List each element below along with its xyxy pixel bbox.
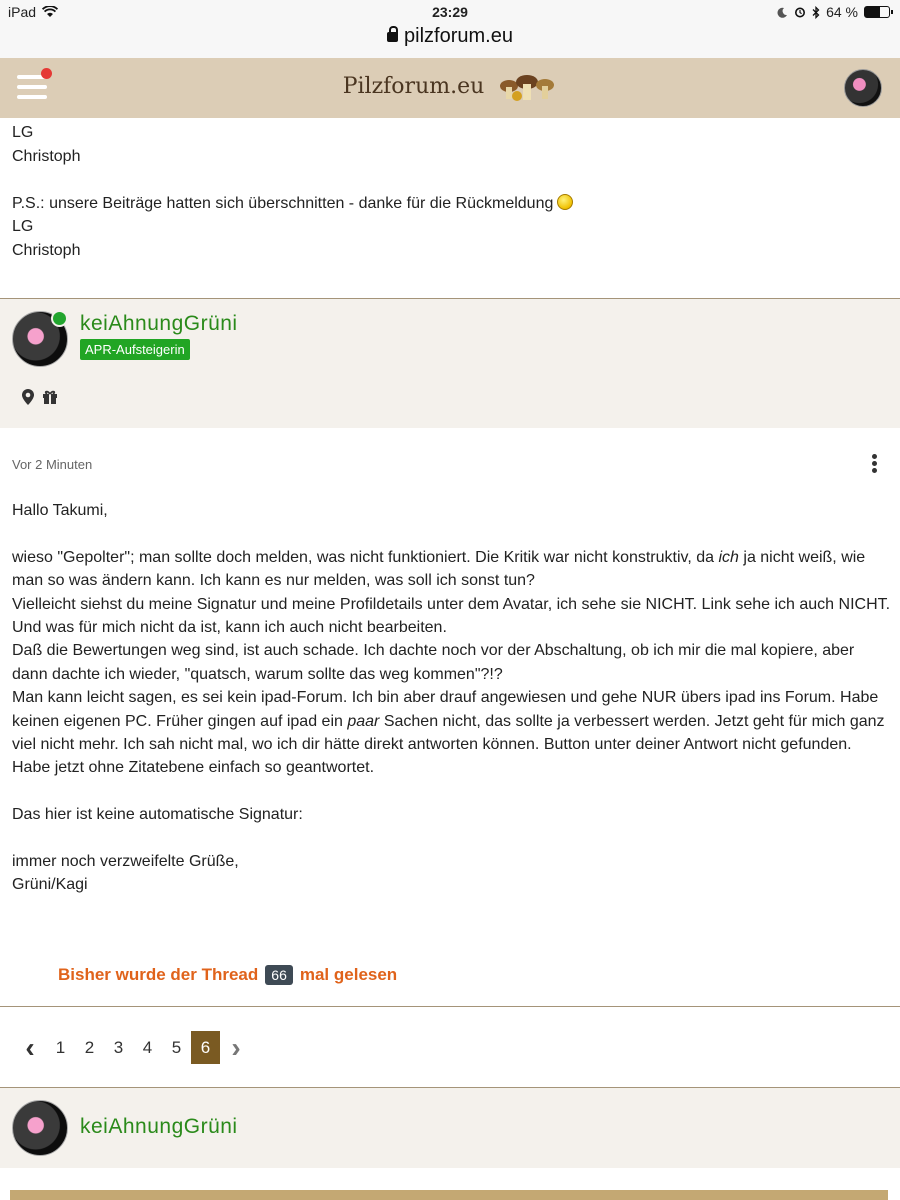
previous-page-icon[interactable]: ‹	[25, 1031, 35, 1063]
thread-read-count	[58, 965, 397, 985]
post-text: Sachen nicht, das sollte ja verbessert werden. Jetzt geht für mich ganz viel nicht mehr. Ich sah nicht mal, wo ich dir hätte direkt antworten können. Button unter deiner Antwort nicht gefunden. Habe jetzt ohne Zitatebene einfach so geantwortet.	[12, 712, 885, 777]
pagination-divider	[0, 1006, 900, 1007]
read-count-prefix: Bisher wurde der Thread	[58, 965, 259, 984]
read-count-badge: 66	[265, 965, 293, 985]
rank-badge: APR-Aufsteigerin	[80, 339, 190, 360]
reply-avatar[interactable]	[12, 1100, 68, 1156]
post-text: Vielleicht siehst du meine Signatur und meine Profildetails unter dem Avatar, ich sehe sie NICHT. Link sehe ich auch NICHT. Und was für mich nicht da ist, kann ich auch nicht bearbeiten.	[12, 595, 891, 637]
moon-icon	[777, 7, 788, 18]
page-link-current[interactable]: 6	[191, 1031, 220, 1064]
page-link-1[interactable]: 1	[55, 1037, 66, 1057]
post-text: wieso "Gepolter"; man sollte doch melden, was nicht funktioniert. Die Kritik war nicht konstruktiv, da	[12, 548, 719, 566]
device-label: iPad	[8, 4, 37, 20]
page-link-3[interactable]: 3	[113, 1037, 124, 1057]
author-name[interactable]: keiAhnungGrüni	[80, 312, 238, 335]
read-count-suffix: mal gelesen	[299, 965, 398, 984]
site-logo[interactable]	[0, 72, 900, 102]
reply-author-box	[0, 1088, 900, 1168]
previous-post-ps	[12, 192, 573, 216]
previous-post-line: Christoph	[12, 241, 81, 259]
post-closing	[12, 850, 892, 897]
location-icon[interactable]	[22, 389, 34, 405]
page-link-4[interactable]: 4	[142, 1037, 153, 1057]
previous-post	[12, 121, 573, 262]
post-body	[12, 499, 892, 920]
ps-text: P.S.: unsere Beiträge hatten sich überschnitten - danke für die Rückmeldung	[12, 194, 554, 212]
post-paragraph	[12, 546, 892, 780]
post-paragraph: Das hier ist keine automatische Signatur:	[12, 806, 303, 824]
site-header	[0, 58, 900, 118]
post-text: Man kann leicht sagen, es sei kein ipad-Forum. Ich bin aber drauf angewiesen und gehe NUR übers ipad ins Forum. Habe keinen eigenen PC. Früher gingen auf ipad ein	[12, 689, 879, 730]
profile-icons	[22, 389, 58, 405]
lock-icon	[387, 32, 398, 42]
post-author-box	[0, 299, 900, 428]
mushroom-logo-icon	[499, 72, 557, 102]
post-options-icon[interactable]	[872, 454, 878, 475]
post-greeting: Hallo Takumi,	[12, 502, 108, 519]
post-emphasis: paar	[347, 712, 380, 730]
smiley-icon	[557, 194, 573, 210]
page-link-5[interactable]: 5	[171, 1037, 182, 1057]
address-bar[interactable]	[0, 24, 900, 58]
battery-level	[865, 7, 880, 17]
pagination	[18, 1031, 248, 1064]
battery-icon	[864, 6, 890, 18]
post-text: immer noch verzweifelte Grüße,	[12, 853, 239, 871]
next-page-icon[interactable]: ›	[231, 1031, 241, 1063]
post-text: Daß die Bewertungen weg sind, ist auch schade. Ich dachte noch vor der Abschaltung, ob ich mir die mal kopiere, aber dann dachte ich wieder, "quatsch, warum sollte das weg kommen"?!?	[12, 642, 855, 683]
previous-post-blank	[12, 168, 573, 192]
bluetooth-icon	[812, 6, 820, 19]
user-avatar[interactable]	[844, 69, 882, 107]
post-text: Grüni/Kagi	[12, 876, 88, 894]
reply-author-name[interactable]: keiAhnungGrüni	[80, 1115, 238, 1138]
logo-text: Pilzforum.eu	[342, 74, 485, 99]
previous-post-line: Christoph	[12, 147, 81, 165]
previous-post-line: LG	[12, 124, 34, 141]
previous-post-line: LG	[12, 218, 34, 235]
status-right	[777, 4, 890, 20]
url-text: pilzforum.eu	[404, 25, 513, 47]
post-emphasis: ich	[718, 548, 739, 566]
online-status-icon	[51, 310, 68, 327]
reply-editor-toolbar[interactable]	[10, 1190, 888, 1200]
status-bar	[0, 0, 900, 24]
battery-percent: 64 %	[826, 4, 858, 20]
post-timestamp[interactable]: Vor 2 Minuten	[12, 457, 93, 472]
gift-icon[interactable]	[42, 389, 58, 404]
alarm-icon	[794, 6, 806, 18]
clock: 23:29	[432, 4, 468, 20]
page-link-2[interactable]: 2	[84, 1037, 95, 1057]
post-text: ja nicht weiß, wie man so was ändern kann. Ich kann es nur melden, was soll ich sonst tun?	[12, 548, 866, 590]
